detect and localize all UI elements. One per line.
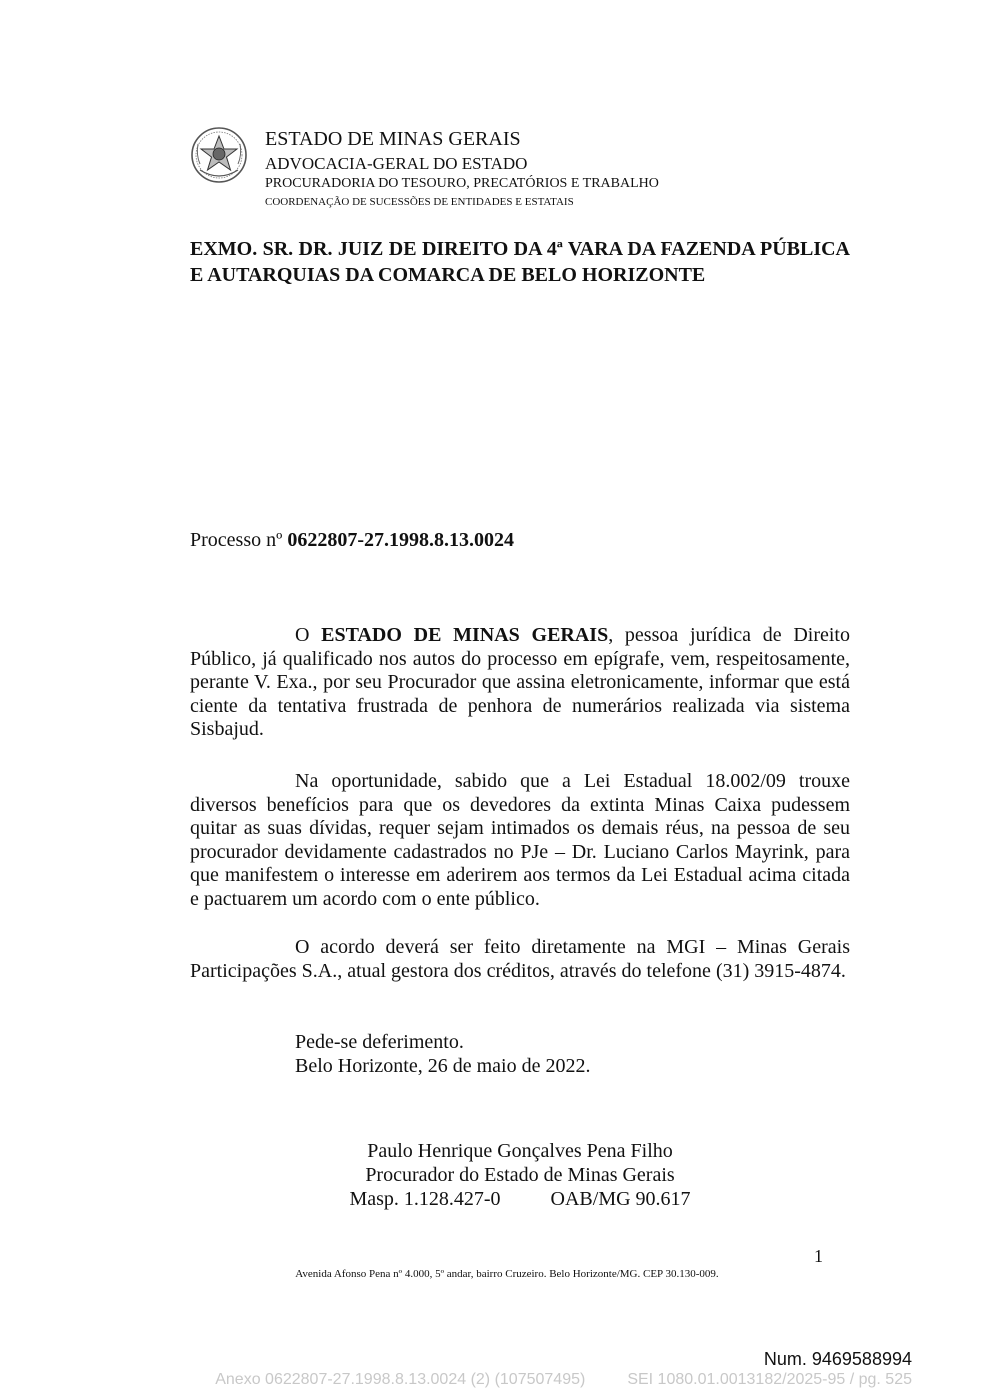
document-num-stamp: Num. 9469588994 [763, 1349, 912, 1369]
header-state-name: ESTADO DE MINAS GERAIS [265, 128, 521, 150]
closing-request: Pede-se deferimento. [295, 1031, 464, 1053]
coat-of-arms-seal-icon [190, 126, 248, 184]
addressee-heading: EXMO. SR. DR. JUIZ DE DIREITO DA 4ª VARA DA FAZENDA PÚBLICA E AUTARQUIAS DA COMARCA DE BELO HORIZONTE [190, 238, 850, 286]
paragraph-agreement [190, 936, 850, 983]
process-number: 0622807-27.1998.8.13.0024 [287, 529, 514, 551]
signature-oab: OAB/MG 90.617 [550, 1188, 691, 1210]
sei-reference: SEI 1080.01.0013182/2025-95 / pg. 525 [627, 1371, 912, 1388]
page-number: 1 [814, 1246, 823, 1266]
signature-masp: Masp. 1.128.427-0 [349, 1188, 501, 1210]
signature-role: Procurador do Estado de Minas Gerais [365, 1164, 675, 1186]
paragraph-notice-rest: , pessoa jurídica de Direito Público, já qualificado nos autos do processo em epígrafe, vem, respeitosamente, perante V. Exa., por seu Procurador que assina eletronicamente, informar que está ciente da tentativa frustrada de penhora de numerários realizada via sistema Sisbajud. [190, 624, 850, 740]
process-label: Processo nº [190, 529, 288, 551]
paragraph-request [190, 770, 850, 911]
process-number-line [190, 528, 514, 552]
footer-address: Avenida Afonso Pena nº 4.000, 5º andar, bairro Cruzeiro. Belo Horizonte/MG. CEP 30.130-009. [295, 1268, 719, 1280]
annex-stamp [100, 1370, 912, 1390]
header-coordination: COORDENAÇÃO DE SUCESSÕES DE ENTIDADES E ESTATAIS [265, 196, 574, 208]
signature-name: Paulo Henrique Gonçalves Pena Filho [367, 1140, 673, 1162]
signature-ids [330, 1187, 710, 1211]
header-agency: ADVOCACIA-GERAL DO ESTADO [265, 154, 528, 173]
paragraph-notice [190, 624, 850, 742]
paragraph-agreement-text: O acordo deverá ser feito diretamente na MGI – Minas Gerais Participações S.A., atual gestora dos créditos, através do telefone (31) 3915-4874. [190, 936, 850, 982]
paragraph-request-text: Na oportunidade, sabido que a Lei Estadual 18.002/09 trouxe diversos benefícios para que os devedores da extinta Minas Caixa pudessem quitar as suas dívidas, requer sejam intimados os demais réus, na pessoa de seu procurador devidamente cadastrados no PJe – Dr. Luciano Carlos Mayrink, para que manifestem o interesse em aderirem aos termos da Lei Estadual acima citada e pactuarem um acordo com o ente público. [190, 770, 850, 910]
paragraph-notice-party: ESTADO DE MINAS GERAIS [321, 624, 609, 646]
header-department: PROCURADORIA DO TESOURO, PRECATÓRIOS E TRABALHO [265, 176, 659, 191]
annex-reference: Anexo 0622807-27.1998.8.13.0024 (2) (107507495) [215, 1371, 586, 1388]
closing-place-date: Belo Horizonte, 26 de maio de 2022. [295, 1055, 591, 1077]
paragraph-notice-lead: O [295, 624, 322, 646]
